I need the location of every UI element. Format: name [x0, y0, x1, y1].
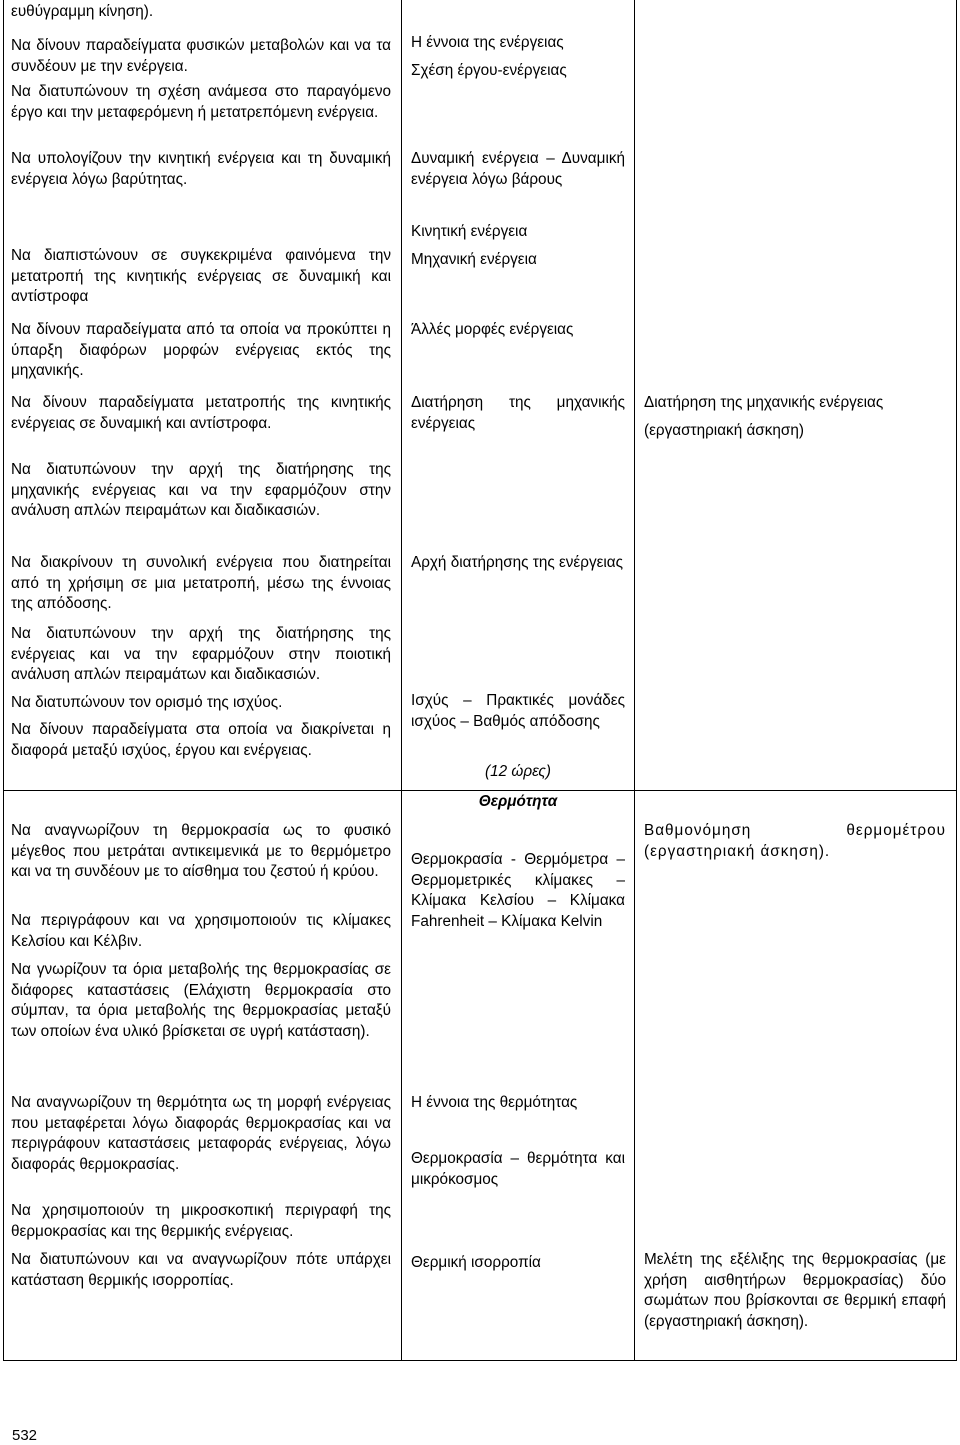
middle-item-14	[411, 1149, 625, 1190]
right-item-2	[644, 421, 946, 442]
column-divider-1	[401, 0, 402, 1361]
table-row-divider	[3, 790, 957, 791]
objective-text: Να γνωρίζουν τα όρια μεταβολής της θερμοκρασίας σε διάφορες καταστάσεις (Ελάχιστη θερμοκρασία στο σύμπαν, τα όρια μεταβολής της θερμοκρασίας μεταξύ των οποίων ένα υλικό βρίσκεται σε υγρή κατάσταση).	[11, 961, 391, 1040]
objective-text: Να διατυπώνουν την αρχή της διατήρησης της ενέργειας και να την εφαρμόζουν στην ποιοτική ανάλυση απλών πειραμάτων και διαδικασιών.	[11, 625, 391, 684]
left-paragraph-2	[11, 82, 391, 123]
right-item-4	[644, 1250, 946, 1332]
objective-text: Να δίνουν παραδείγματα μετατροπής της κινητικής ενέργειας σε δυναμική και αντίστροφα.	[11, 394, 391, 432]
topic-text: Η έννοια της θερμότητας	[411, 1094, 578, 1111]
objective-text: Να αναγνωρίζουν τη θερμοκρασία ως το φυσικό μέγεθος που μετράται αντικειμενικά με το θερμόμετρο και να τη συνδέουν με το αίσθημα του ζεστού ή κρύου.	[11, 822, 391, 881]
middle-item-1	[411, 33, 625, 54]
objective-text: Να υπολογίζουν την κινητική ενέργεια και τη δυναμική ενέργεια λόγω βαρύτητας.	[11, 150, 391, 188]
middle-item-5	[411, 250, 625, 271]
left-paragraph-4	[11, 246, 391, 308]
left-paragraph-13	[11, 911, 391, 952]
left-paragraph-1	[11, 36, 391, 77]
section-heading: Θερμότητα	[478, 793, 558, 810]
left-paragraph-3	[11, 149, 391, 190]
table-bottom-border	[3, 1360, 957, 1361]
objective-text: Να διαπιστώνουν σε συγκεκριμένα φαινόμενα την μετατροπή της κινητικής ενέργειας σε δυναμική και αντίστροφα	[11, 247, 391, 306]
objective-text: Να χρησιμοποιούν τη μικροσκοπική περιγραφή της θερμοκρασίας και της θερμικής ενέργειας.	[11, 1202, 391, 1240]
table-left-border	[3, 0, 4, 1361]
objective-text: Να διατυπώνουν τον ορισμό της ισχύος.	[11, 694, 283, 711]
left-paragraph-12	[11, 821, 391, 883]
topic-text: Άλλές μορφές ενέργειας	[411, 321, 574, 338]
objective-text: Να διατυπώνουν τη σχέση ανάμεσα στο παραγόμενο έργο και την μεταφερόμενη ή μετατρεπόμενη ενέργεια.	[11, 83, 391, 121]
middle-item-4	[411, 222, 625, 243]
left-text-top	[11, 2, 391, 23]
topic-text: Η έννοια της ενέργειας	[411, 34, 564, 51]
objective-text: Να διακρίνουν τη συνολική ενέργεια που διατηρείται από τη χρήσιμη σε μια μετατροπή, μέσω της έννοιας της απόδοσης.	[11, 554, 391, 613]
objective-text: Να δίνουν παραδείγματα από τα οποία να προκύπτει η ύπαρξη διαφόρων μορφών ενέργειας εκτός της μηχανικής.	[11, 321, 391, 380]
duration-text: (12 ώρες)	[485, 763, 551, 780]
objective-text: Να δίνουν παραδείγματα φυσικών μεταβολών και να τα συνδέουν με την ενέργεια.	[11, 37, 391, 75]
middle-item-9	[411, 691, 625, 732]
topic-text: Θερμική ισορροπία	[411, 1254, 541, 1271]
middle-item-8	[411, 553, 625, 574]
left-paragraph-8	[11, 553, 391, 615]
middle-item-7	[411, 393, 625, 434]
left-paragraph-7	[11, 460, 391, 522]
activity-text: Διατήρηση της μηχανικής ενέργειας	[644, 394, 884, 411]
left-text-line: ευθύγραμμη κίνηση).	[11, 3, 154, 20]
left-paragraph-14	[11, 960, 391, 1042]
middle-item-2	[411, 61, 625, 82]
topic-text: Δυναμική ενέργεια – Δυναμική ενέργεια λόγω βάρους	[411, 150, 625, 188]
topic-text: Αρχή διατήρησης της ενέργειας	[411, 554, 624, 571]
left-paragraph-10	[11, 693, 391, 714]
left-paragraph-9	[11, 624, 391, 686]
left-paragraph-6	[11, 393, 391, 434]
left-paragraph-15	[11, 1093, 391, 1175]
left-paragraph-11	[11, 720, 391, 761]
left-paragraph-16	[11, 1201, 391, 1242]
objective-text: Να διατυπώνουν και να αναγνωρίζουν πότε υπάρχει κατάσταση θερμικής ισορροπίας.	[11, 1251, 391, 1289]
table-right-border	[956, 0, 957, 1361]
middle-item-6	[411, 320, 625, 341]
topic-text: Ισχύς – Πρακτικές μονάδες ισχύος – Βαθμός απόδοσης	[411, 692, 625, 730]
middle-item-15	[411, 1253, 625, 1274]
topic-text: Θερμοκρασία – θερμότητα και μικρόκοσμος	[411, 1150, 625, 1188]
middle-item-10	[411, 762, 625, 783]
activity-text: (εργαστηριακή άσκηση)	[644, 422, 804, 439]
right-item-3	[644, 821, 946, 862]
topic-text: Θερμοκρασία - Θερμόμετρα – Θερμομετρικές κλίμακες – Κλίμακα Κελσίου – Κλίμακα Fahrenheit – Κλίμακα Kelvin	[411, 851, 625, 930]
left-paragraph-5	[11, 320, 391, 382]
activity-text: Μελέτη της εξέλιξης της θερμοκρασίας (με χρήση αισθητήρων θερμοκρασίας) δύο σωμάτων που βρίσκονται σε θερμική επαφή (εργαστηριακή άσκηση).	[644, 1251, 946, 1330]
left-paragraph-17	[11, 1250, 391, 1291]
topic-text: Κινητική ενέργεια	[411, 223, 528, 240]
objective-text: Να διατυπώνουν την αρχή της διατήρησης της μηχανικής ενέργειας και να την εφαρμόζουν στην ανάλυση απλών πειραμάτων και διαδικασιών.	[11, 461, 391, 520]
middle-item-13	[411, 1093, 625, 1114]
middle-item-12	[411, 850, 625, 932]
right-item-1	[644, 393, 946, 414]
objective-text: Να περιγράφουν και να χρησιμοποιούν τις κλίμακες Κελσίου και Κέλβιν.	[11, 912, 391, 950]
middle-item-11	[411, 792, 625, 813]
middle-item-3	[411, 149, 625, 190]
objective-text: Να αναγνωρίζουν τη θερμότητα ως τη μορφή ενέργειας που μεταφέρεται λόγω διαφοράς θερμοκρασίας και να περιγράφουν καταστάσεις μεταφοράς ενέργειας, λόγω διαφοράς θερμοκρασίας.	[11, 1094, 391, 1173]
topic-text: Σχέση έργου-ενέργειας	[411, 62, 567, 79]
activity-text: Βαθμονόμηση θερμομέτρου (εργαστηριακή άσκηση).	[644, 822, 946, 860]
objective-text: Να δίνουν παραδείγματα στα οποία να διακρίνεται η διαφορά μεταξύ ισχύος, έργου και ενέργειας.	[11, 721, 391, 759]
column-divider-2	[634, 0, 635, 1361]
page-number: 532	[12, 1427, 38, 1444]
topic-text: Μηχανική ενέργεια	[411, 251, 537, 268]
topic-text: Διατήρηση της μηχανικής ενέργειας	[411, 394, 625, 432]
